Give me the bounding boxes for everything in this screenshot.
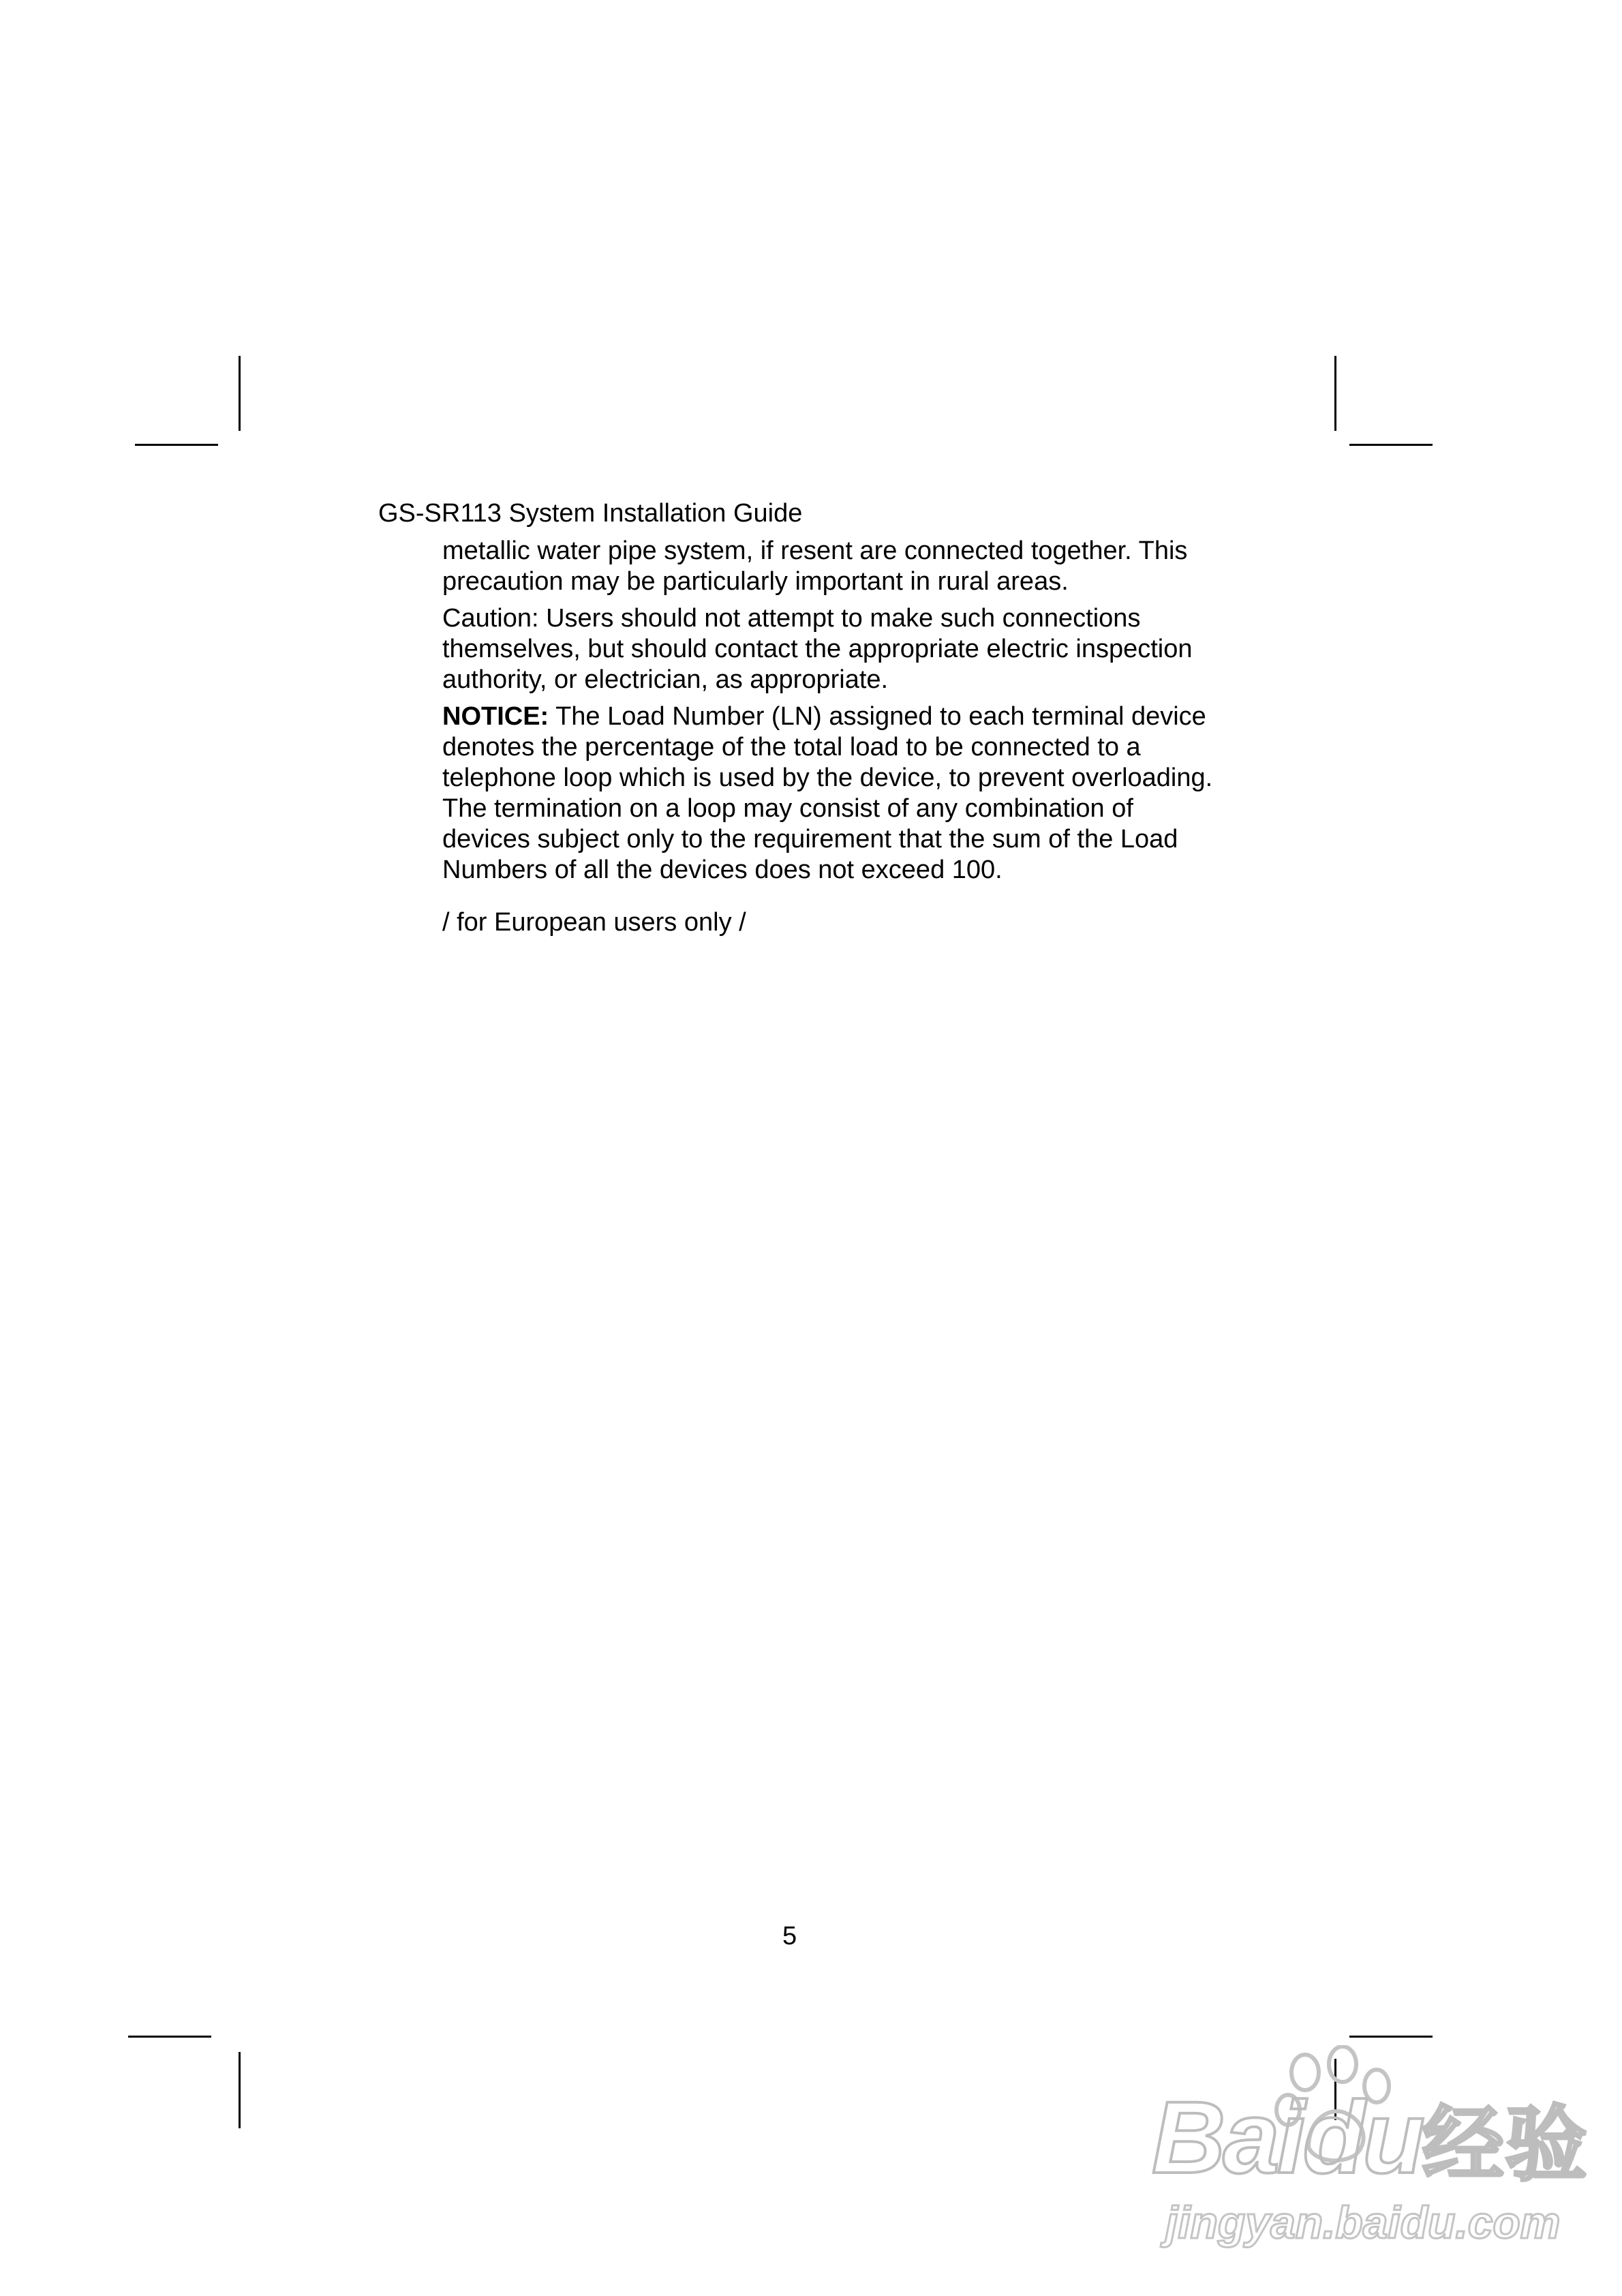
watermark-logo-bai: Bai xyxy=(1152,2080,1303,2194)
notice-first-line: The Load Number (LN) assigned to each terminal device xyxy=(549,702,1206,731)
crop-mark-bottom-left-horizontal xyxy=(128,2036,211,2038)
text-line: themselves, but should contact the appropriate electric inspection xyxy=(442,635,1193,663)
page-number: 5 xyxy=(782,1922,797,1950)
text-line: metallic water pipe system, if resent are connected together. This xyxy=(442,537,1188,565)
paragraph-notice xyxy=(442,701,1321,886)
crop-mark-top-right-horizontal xyxy=(1349,444,1433,446)
text-line: denotes the percentage of the total load to be connected to a xyxy=(442,733,1141,761)
baidu-jingyan-watermark xyxy=(1152,2045,1589,2256)
watermark-logo-cn: 经验 xyxy=(1422,2099,1589,2190)
text-line xyxy=(442,701,1321,732)
running-header: GS-SR113 System Installation Guide xyxy=(378,499,803,528)
crop-mark-top-right-vertical xyxy=(1334,356,1336,431)
paragraph-grounding xyxy=(442,536,1321,597)
text-line: precaution may be particularly important in rural areas. xyxy=(442,567,1069,596)
watermark-url: jingyan.baidu.com xyxy=(1165,2197,1561,2248)
text-line: devices subject only to the requirement that the sum of the Load xyxy=(442,825,1178,854)
text-line: authority, or electrician, as appropriate. xyxy=(442,665,889,694)
text-line: / for European users only / xyxy=(442,908,746,937)
text-line: Caution: Users should not attempt to make such connections xyxy=(442,604,1141,633)
notice-label: NOTICE: xyxy=(442,702,549,731)
page-content xyxy=(442,536,1321,944)
crop-mark-bottom-right-horizontal xyxy=(1349,2036,1433,2038)
watermark-logo xyxy=(1152,2080,1589,2199)
paragraph-european-users xyxy=(442,907,1321,938)
crop-mark-top-left-vertical xyxy=(239,356,241,431)
paragraph-caution xyxy=(442,603,1321,695)
crop-mark-bottom-left-vertical xyxy=(239,2052,241,2128)
text-line: The termination on a loop may consist of any combination of xyxy=(442,794,1133,823)
text-line: Numbers of all the devices does not exceed 100. xyxy=(442,856,1003,884)
watermark-logo-du: du xyxy=(1302,2080,1422,2194)
crop-mark-top-left-horizontal xyxy=(135,444,218,446)
text-line: telephone loop which is used by the device, to prevent overloading. xyxy=(442,764,1213,792)
